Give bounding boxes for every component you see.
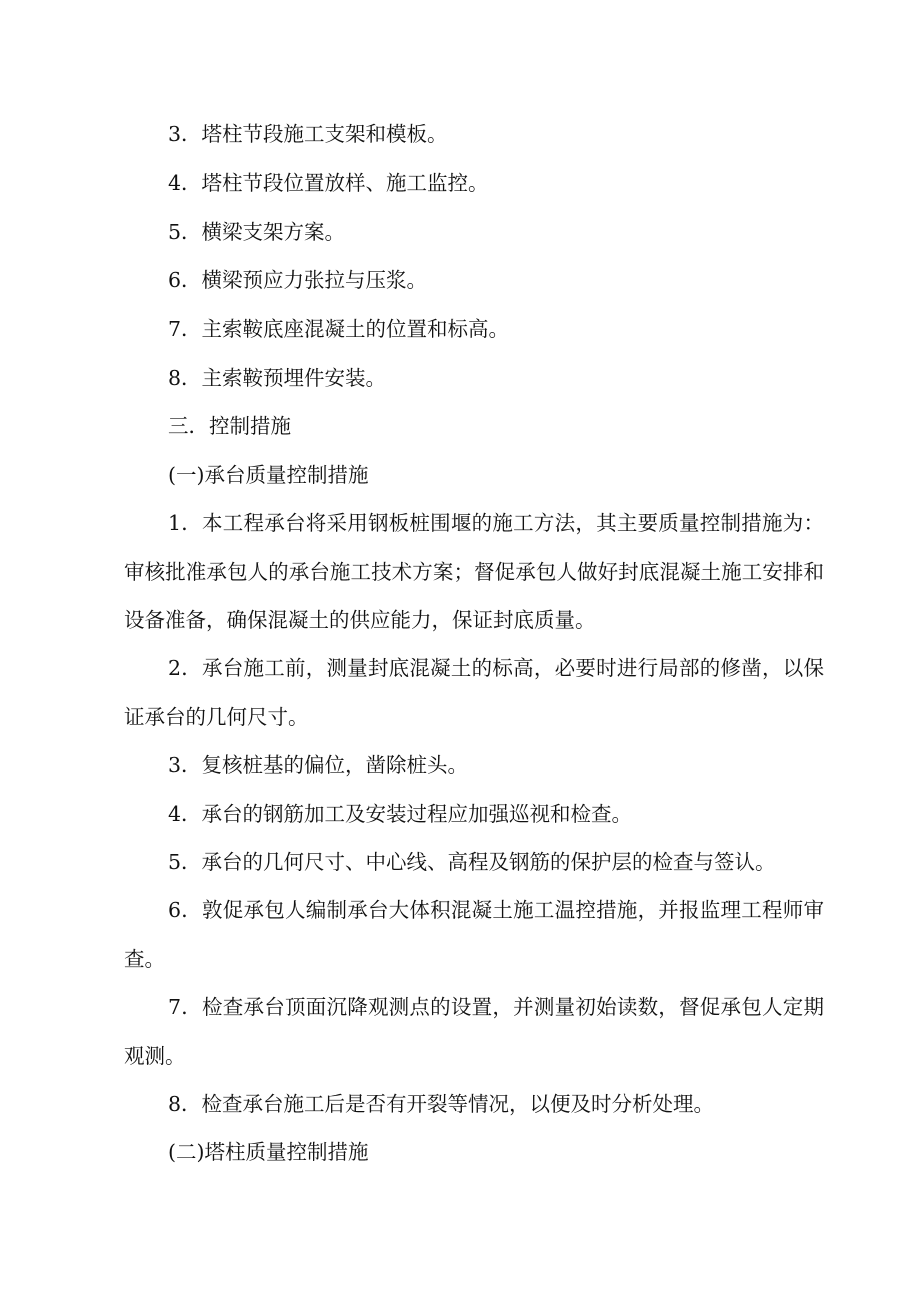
cap-measure-2: 2．承台施工前，测量封底混凝土的标高，必要时进行局部的修凿，以保证承台的几何尺寸。 [124, 656, 824, 729]
cap-measure-5: 5．承台的几何尺寸、中心线、高程及钢筋的保护层的检查与签认。 [168, 850, 776, 874]
paragraph-7: 7．主索鞍底座混凝土的位置和标高。 [168, 317, 510, 341]
subsection-heading-tower: (二)塔柱质量控制措施 [168, 1140, 369, 1164]
paragraph-6: 6．横梁预应力张拉与压浆。 [168, 268, 428, 292]
cap-measure-4: 4．承台的钢筋加工及安装过程应加强巡视和检查。 [168, 802, 633, 826]
cap-measure-8: 8．检查承台施工后是否有开裂等情况，以便及时分析处理。 [168, 1092, 715, 1116]
paragraph-4: 4．塔柱节段位置放样、施工监控。 [168, 171, 489, 195]
cap-measure-1: 1．本工程承台将采用钢板桩围堰的施工方法，其主要质量控制措施为：审核批准承包人的承台施工技术方案；督促承包人做好封底混凝土施工安排和设备准备，确保混凝土的供应能力，保证封底质量。 [124, 511, 824, 632]
cap-measure-3: 3．复核桩基的偏位，凿除桩头。 [168, 753, 469, 777]
cap-measure-6: 6．敦促承包人编制承台大体积混凝土施工温控措施，并报监理工程师审查。 [124, 898, 824, 971]
cap-measure-7: 7．检查承台顶面沉降观测点的设置，并测量初始读数，督促承包人定期观测。 [124, 995, 824, 1068]
paragraph-3: 3．塔柱节段施工支架和模板。 [168, 122, 448, 146]
paragraph-8: 8．主索鞍预埋件安装。 [168, 366, 387, 390]
paragraph-5: 5．横梁支架方案。 [168, 220, 346, 244]
subsection-heading-cap: (一)承台质量控制措施 [168, 463, 369, 487]
section-heading-control-measures: 三．控制措施 [168, 414, 291, 438]
